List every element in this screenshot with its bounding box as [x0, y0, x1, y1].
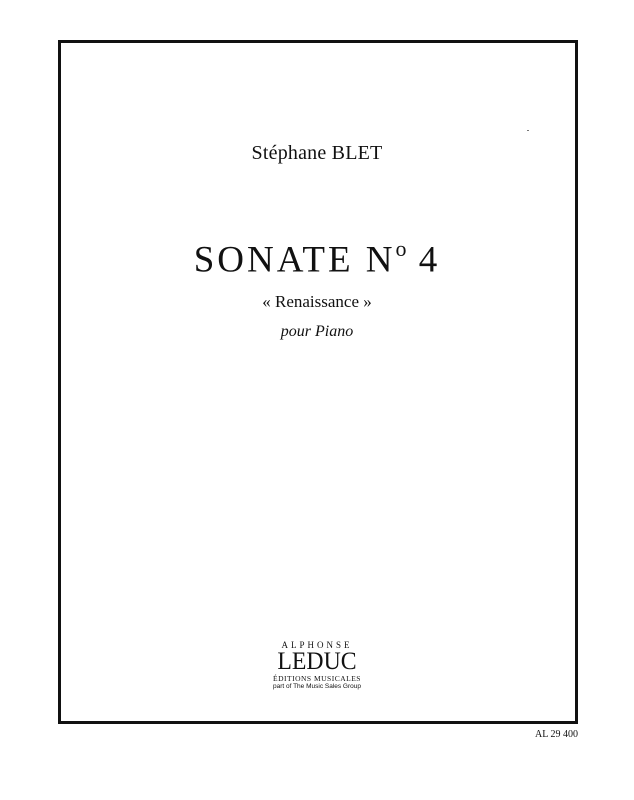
composer-name: Stéphane BLET	[251, 142, 383, 164]
catalog-number: AL 29 400	[535, 729, 578, 740]
work-subtitle: « Renaissance »	[262, 292, 372, 311]
print-speck	[527, 130, 529, 131]
title-superscript: o	[395, 236, 407, 261]
publisher-first-name: ALPHONSE	[281, 640, 353, 650]
work-title	[0, 236, 634, 281]
publisher-subtitle: ÉDITIONS MUSICALES	[273, 674, 361, 683]
publisher-name: LEDUC	[277, 648, 357, 675]
title-text: SONATE N	[193, 239, 396, 281]
publisher-group: part of The Music Sales Group	[272, 683, 362, 690]
title-number: 4	[406, 239, 441, 281]
instrumentation: pour Piano	[280, 323, 354, 340]
publisher-logo	[257, 640, 377, 691]
